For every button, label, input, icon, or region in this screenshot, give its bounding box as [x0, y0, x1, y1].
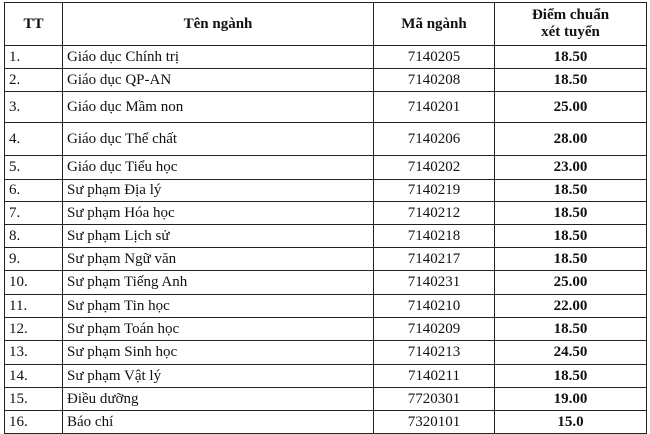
header-tt: TT	[5, 3, 63, 46]
cell-ma-nganh: 7320101	[374, 411, 495, 434]
cell-ten-nganh: Sư phạm Vật lý	[63, 365, 374, 388]
cell-tt: 10.	[5, 271, 63, 295]
cell-ten-nganh: Giáo dục Mầm non	[63, 92, 374, 123]
cell-diem: 18.50	[495, 225, 647, 248]
table-row	[5, 271, 647, 295]
table-row	[5, 156, 647, 180]
cell-diem: 25.00	[495, 271, 647, 295]
header-diem-line1: Điểm chuẩn	[531, 7, 610, 23]
cell-tt: 1.	[5, 46, 63, 69]
cell-ma-nganh: 7140205	[374, 46, 495, 69]
table-row	[5, 295, 647, 318]
cell-tt: 6.	[5, 180, 63, 202]
cell-tt: 7.	[5, 202, 63, 225]
cell-diem: 28.00	[495, 123, 647, 156]
cell-ten-nganh: Giáo dục Chính trị	[63, 46, 374, 69]
cell-ma-nganh: 7140202	[374, 156, 495, 180]
table-row	[5, 46, 647, 69]
cell-ten-nganh: Giáo dục QP-AN	[63, 69, 374, 92]
table-row	[5, 388, 647, 411]
cell-ten-nganh: Sư phạm Hóa học	[63, 202, 374, 225]
admission-scores-table	[4, 2, 647, 434]
cell-ma-nganh: 7140210	[374, 295, 495, 318]
header-ten-nganh: Tên ngành	[63, 3, 374, 46]
cell-ma-nganh: 7140208	[374, 69, 495, 92]
table-row	[5, 248, 647, 271]
cell-diem: 18.50	[495, 69, 647, 92]
cell-diem: 25.00	[495, 92, 647, 123]
table-row	[5, 92, 647, 123]
cell-ten-nganh: Sư phạm Địa lý	[63, 180, 374, 202]
cell-tt: 9.	[5, 248, 63, 271]
table-row	[5, 123, 647, 156]
cell-ma-nganh: 7140206	[374, 123, 495, 156]
cell-ma-nganh: 7140213	[374, 341, 495, 365]
cell-ma-nganh: 7140218	[374, 225, 495, 248]
table-header-row	[5, 3, 647, 46]
cell-ten-nganh: Điều dưỡng	[63, 388, 374, 411]
header-ma-nganh: Mã ngành	[374, 3, 495, 46]
cell-ma-nganh: 7720301	[374, 388, 495, 411]
cell-ten-nganh: Sư phạm Tin học	[63, 295, 374, 318]
cell-ma-nganh: 7140211	[374, 365, 495, 388]
cell-ma-nganh: 7140219	[374, 180, 495, 202]
cell-ten-nganh: Sư phạm Sinh học	[63, 341, 374, 365]
header-diem-chuan	[495, 3, 647, 46]
table-row	[5, 225, 647, 248]
cell-tt: 3.	[5, 92, 63, 123]
table-row	[5, 180, 647, 202]
table-row	[5, 202, 647, 225]
cell-tt: 4.	[5, 123, 63, 156]
cell-diem: 23.00	[495, 156, 647, 180]
cell-diem: 18.50	[495, 248, 647, 271]
cell-tt: 14.	[5, 365, 63, 388]
cell-ma-nganh: 7140231	[374, 271, 495, 295]
cell-ten-nganh: Sư phạm Toán học	[63, 318, 374, 341]
cell-ten-nganh: Sư phạm Tiếng Anh	[63, 271, 374, 295]
cell-ma-nganh: 7140209	[374, 318, 495, 341]
table-row	[5, 341, 647, 365]
cell-diem: 22.00	[495, 295, 647, 318]
cell-diem: 18.50	[495, 180, 647, 202]
cell-diem: 15.0	[495, 411, 647, 434]
cell-diem: 18.50	[495, 318, 647, 341]
cell-tt: 15.	[5, 388, 63, 411]
cell-ma-nganh: 7140212	[374, 202, 495, 225]
cell-ten-nganh: Sư phạm Lịch sử	[63, 225, 374, 248]
cell-tt: 5.	[5, 156, 63, 180]
cell-tt: 11.	[5, 295, 63, 318]
cell-tt: 2.	[5, 69, 63, 92]
cell-tt: 16.	[5, 411, 63, 434]
cell-diem: 18.50	[495, 46, 647, 69]
cell-diem: 18.50	[495, 202, 647, 225]
cell-tt: 13.	[5, 341, 63, 365]
cell-diem: 18.50	[495, 365, 647, 388]
cell-ten-nganh: Giáo dục Thể chất	[63, 123, 374, 156]
table-row	[5, 69, 647, 92]
table-row	[5, 365, 647, 388]
cell-ma-nganh: 7140217	[374, 248, 495, 271]
cell-ten-nganh: Giáo dục Tiểu học	[63, 156, 374, 180]
cell-ma-nganh: 7140201	[374, 92, 495, 123]
cell-ten-nganh: Sư phạm Ngữ văn	[63, 248, 374, 271]
cell-diem: 24.50	[495, 341, 647, 365]
table-row	[5, 318, 647, 341]
header-diem-line2: xét tuyển	[541, 24, 600, 40]
cell-diem: 19.00	[495, 388, 647, 411]
cell-tt: 8.	[5, 225, 63, 248]
table-row	[5, 411, 647, 434]
cell-ten-nganh: Báo chí	[63, 411, 374, 434]
cell-tt: 12.	[5, 318, 63, 341]
